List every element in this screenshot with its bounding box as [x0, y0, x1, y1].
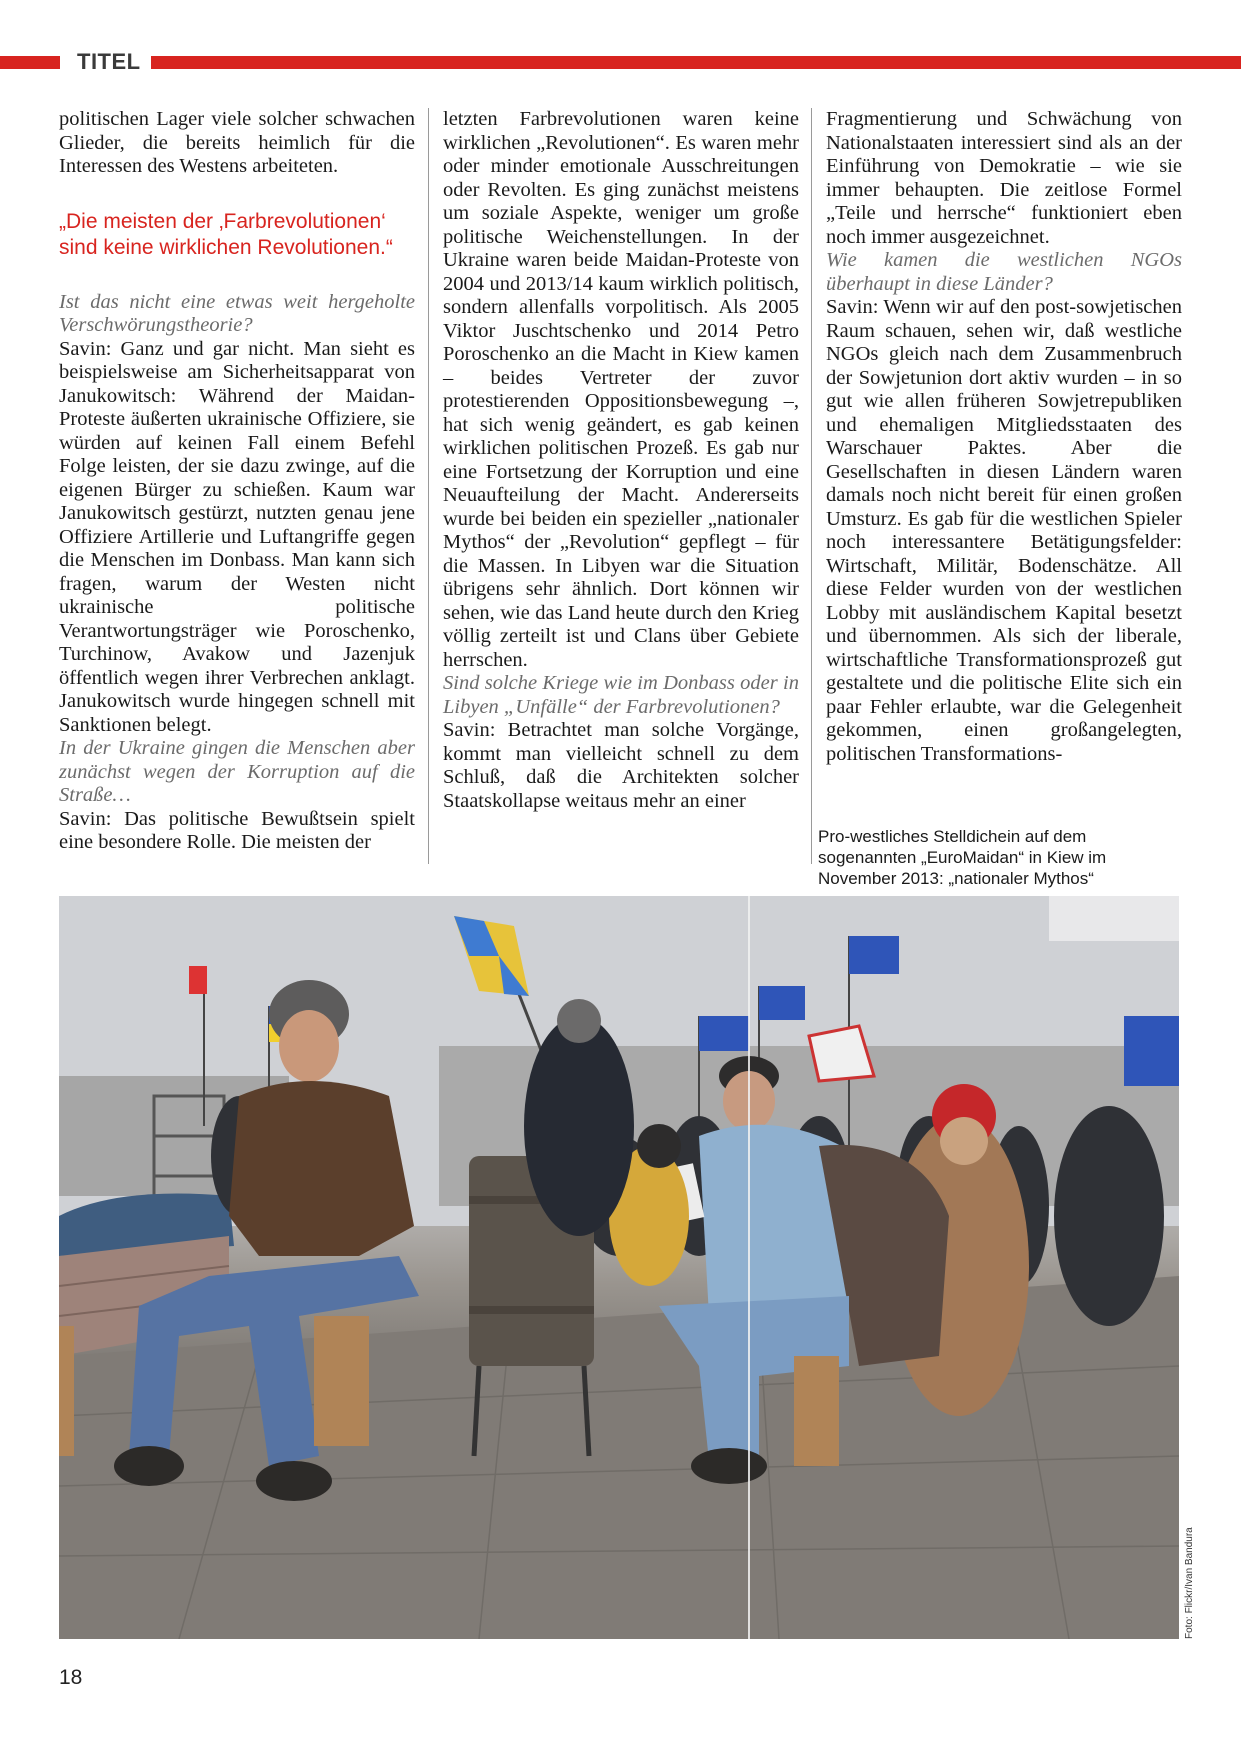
protest-photo: [59, 896, 1179, 1639]
body-paragraph: Savin: Betrachtet man solche Vorgänge, kommt man vielleicht schnell zu dem Schluß, daß die Architekten solcher Staatskollapse weitaus mehr an einer: [443, 719, 799, 812]
text-column-3: [826, 108, 1182, 766]
body-paragraph: Savin: Das politische Bewußtsein spielt eine besondere Rolle. Die meisten der: [59, 807, 415, 853]
body-paragraph: letzten Farbrevolutionen waren keine wirklichen „Revolutionen“. Es waren mehr oder minder emotionale Ausschreitungen oder Revolten. Es ging zunächst meistens um soziale Aspekte, weniger um große politische Weichenstellungen. In der Ukraine waren beide Maidan-Proteste von 2004 und 2013/14 kaum wirklich politisch, sondern allenfalls vorpolitisch. Als 2005 Viktor Juschtschenko und 2014 Petro Poroschenko an die Macht in Kiew kamen – beides Vertreter der zuvor protestierenden Oppositionsbewegung –, hat sich wenig geändert, es gab keinen wirklichen politischen Prozeß. Es gab nur eine Fortsetzung der Korruption und eine Neuaufteilung der Macht. Andererseits wurde bei beiden ein spezieller „nationaler Mythos“ der „Revolution“ gepflegt – für die Massen. In Libyen war die Situation übrigens sehr ähnlich. Dort können wir sehen, wie das Land heute durch den Krieg völlig zerteilt ist und Clans über Gebiete herrschen.: [443, 108, 799, 671]
body-paragraph: Fragmentierung und Schwächung von Nationalstaaten interessiert sind als an der Einführung von Demokratie – wie sie immer behaupten. Die zeitlose Formel „Teile und herrsche“ funktioniert eben noch immer ausgezeichnet.: [826, 108, 1182, 248]
text-column-2: [443, 108, 799, 813]
photo-credit: Foto: Flickr/Ivan Bandura: [1184, 1527, 1195, 1639]
interview-question: Ist das nicht eine etwas weit hergeholte Verschwörungstheorie?: [59, 290, 415, 336]
interview-question: In der Ukraine gingen die Menschen aber zunächst wegen der Korruption auf die Straße…: [59, 737, 415, 806]
section-label: TITEL: [77, 49, 141, 74]
body-paragraph: politischen Lager viele solcher schwachen Glieder, die bereits heimlich für die Interessen des Westens arbeiteten.: [59, 108, 415, 177]
column-divider: [428, 108, 429, 864]
text-column-1: [59, 108, 415, 855]
photo-caption: Pro-westliches Stelldichein auf dem sogenannten „EuroMaidan“ in Kiew im November 2013: „nationaler Mythos“: [818, 827, 1107, 888]
interview-question: Wie kamen die westlichen NGOs überhaupt in diese Länder?: [826, 249, 1182, 295]
column-divider: [811, 108, 812, 864]
protest-photo-illustration: [59, 896, 1179, 1639]
pull-quote: „Die meisten der ‚Farbrevolutionen‘ sind keine wirklichen Revolutionen.“: [59, 209, 393, 259]
body-paragraph: Savin: Ganz und gar nicht. Man sieht es beispielsweise am Sicherheitsapparat von Janukowitsch: Während der Maidan-Proteste äußerten ukrainische Offiziere, sie würden auf keinen Fall einem Befehl Folge leisten, der sie dazu zwinge, auf die eigenen Bürger zu schießen. Kaum war Janukowitsch gestürzt, nutzten genau jene Offiziere Artillerie und Luftangriffe gegen die Menschen im Donbass. Man kann sich fragen, warum der Westen nicht ukrainische politische Verantwortungsträger wie Poroschenko, Turchinow, Avakow und Jazenjuk öffentlich wegen ihrer Verbrechen anklagt. Janukowitsch wurde hingegen schnell mit Sanktionen belegt.: [59, 337, 415, 736]
header-accent-bar-left: [0, 56, 60, 69]
interview-question: Sind solche Kriege wie im Donbass oder in Libyen „Unfälle“ der Farbrevolutionen?: [443, 672, 799, 718]
page-number: 18: [59, 1666, 83, 1689]
body-paragraph: Savin: Wenn wir auf den post-sowjetischen Raum schauen, sehen wir, daß westliche NGOs gleich nach dem Zusammenbruch der Sowjetunion dort aktiv wurden – in so gut wie allen früheren Sowjetrepubliken und ehemaligen Mitgliedsstaaten des Warschauer Paktes. Aber die Gesellschaften in diesen Ländern waren damals noch nicht bereit für einen großen Umsturz. Es gab für die westlichen Spieler noch interessantere Betätigungsfelder: Wirtschaft, Militär, Bodenschätze. All diese Felder wurden von der westlichen Lobby mit ausländischem Kapital besetzt und übernommen. Als sich der liberale, wirtschaftliche Transformationsprozeß gut gestaltete und die politische Elite sich ein paar Fehler erlaubte, war die Gelegenheit gekommen, einen großangelegten, politischen Transformations-: [826, 296, 1182, 765]
header-accent-bar-right: [151, 56, 1241, 69]
